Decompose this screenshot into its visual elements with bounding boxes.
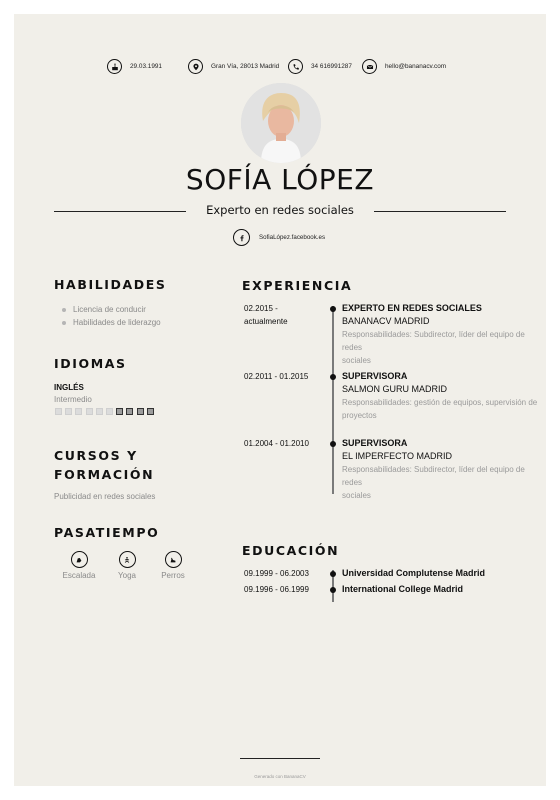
hobby-label: Escalada xyxy=(62,571,96,580)
phone[interactable] xyxy=(288,59,352,74)
proficiency-square xyxy=(55,408,62,415)
address-text: Gran Vía, 28013 Madrid xyxy=(211,63,280,70)
timeline-dot xyxy=(330,571,336,577)
courses-heading xyxy=(54,446,154,484)
experience-desc-line2: proyectos xyxy=(342,411,377,420)
social-link[interactable] xyxy=(233,229,325,246)
experience-heading: EXPERIENCIA xyxy=(242,278,353,293)
experience-desc-line2: sociales xyxy=(342,491,371,500)
full-name: SOFÍA LÓPEZ xyxy=(185,163,375,196)
experience-company: EL IMPERFECTO MADRID xyxy=(342,451,453,461)
language-name: INGLÉS xyxy=(54,383,84,392)
experience-company: SALMON GURU MADRID xyxy=(342,384,448,394)
proficiency-square xyxy=(96,408,103,415)
role-divider-right xyxy=(374,211,506,212)
experience-desc-line1: Responsabilidades: Subdirector, líder del equipo de redes xyxy=(342,330,525,352)
hobby-item xyxy=(54,551,104,580)
experience-date-line1: 02.2011 - 01.2015 xyxy=(244,372,309,381)
proficiency-square xyxy=(106,408,113,415)
course-item: Publicidad en redes sociales xyxy=(54,492,156,501)
experience-date-line2: actualmente xyxy=(244,317,288,326)
proficiency-square xyxy=(147,408,154,415)
footer-divider xyxy=(240,758,320,759)
experience-body xyxy=(342,437,547,502)
timeline-dot xyxy=(330,587,336,593)
experience-date-line1: 01.2004 - 01.2010 xyxy=(244,439,309,448)
hobbies-heading: PASATIEMPO xyxy=(54,525,160,540)
experience-date xyxy=(244,437,324,450)
facebook-icon xyxy=(233,229,250,246)
location-pin-icon xyxy=(188,59,203,74)
social-link-text: SofiaLópez.facebook.es xyxy=(259,234,326,241)
education-body xyxy=(342,567,547,580)
hobby-label: Yoga xyxy=(118,571,136,580)
yoga-icon xyxy=(119,551,136,568)
experience-title: SUPERVISORA xyxy=(342,371,408,381)
dog-icon xyxy=(165,551,182,568)
experience-date xyxy=(244,370,324,383)
address xyxy=(188,59,279,74)
proficiency-square xyxy=(116,408,123,415)
hobby-item xyxy=(102,551,152,580)
education-date: 09.1996 - 06.1999 xyxy=(244,585,309,594)
experience-company: BANANACV MADRID xyxy=(342,316,430,326)
experience-date-line1: 02.2015 - xyxy=(244,304,278,313)
list-item: Habilidades de liderazgo xyxy=(58,316,161,329)
timeline-dot xyxy=(330,306,336,312)
experience-desc-line1: Responsabilidades: Subdirector, líder del equipo de redes xyxy=(342,465,525,487)
phone-icon xyxy=(288,59,303,74)
phone-text: 34 616991287 xyxy=(311,63,352,70)
proficiency-square xyxy=(86,408,93,415)
education-heading: EDUCACIÓN xyxy=(242,543,340,558)
experience-title: EXPERTO EN REDES SOCIALES xyxy=(342,303,482,313)
language-proficiency-meter xyxy=(55,408,157,415)
experience-title: SUPERVISORA xyxy=(342,438,408,448)
experience-timeline-line xyxy=(332,306,334,494)
timeline-dot xyxy=(330,374,336,380)
education-date: 09.1999 - 06.2003 xyxy=(244,569,309,578)
proficiency-square xyxy=(75,408,82,415)
experience-desc-line1: Responsabilidades: gestión de equipos, supervisión de xyxy=(342,398,538,407)
footer-credit: Generado con BananaCV xyxy=(254,774,306,779)
hobby-label: Perros xyxy=(161,571,185,580)
email-icon xyxy=(362,59,377,74)
proficiency-square xyxy=(137,408,144,415)
hobby-item xyxy=(148,551,198,580)
languages-heading: IDIOMAS xyxy=(54,356,127,371)
skills-list xyxy=(58,303,161,329)
climbing-icon xyxy=(71,551,88,568)
profile-photo xyxy=(241,83,321,163)
birthdate xyxy=(107,59,162,74)
birthdate-text: 29.03.1991 xyxy=(130,63,162,70)
list-item: Licencia de conducir xyxy=(58,303,161,316)
timeline-dot xyxy=(330,441,336,447)
email-text: hello@bananacv.com xyxy=(385,63,447,70)
cake-icon xyxy=(107,59,122,74)
resume-page xyxy=(14,14,546,786)
courses-heading-line1: CURSOS Y xyxy=(54,448,138,463)
job-role: Experto en redes sociales xyxy=(206,203,354,217)
contact-row xyxy=(14,59,546,81)
experience-body xyxy=(342,370,547,422)
email[interactable] xyxy=(362,59,446,74)
education-body xyxy=(342,583,547,596)
experience-desc-line2: sociales xyxy=(342,356,371,365)
skills-heading: HABILIDADES xyxy=(54,277,167,292)
courses-heading-line2: FORMACIÓN xyxy=(54,467,155,482)
language-level: Intermedio xyxy=(54,395,92,404)
education-title: Universidad Complutense Madrid xyxy=(342,568,486,578)
proficiency-square xyxy=(65,408,72,415)
experience-body xyxy=(342,302,547,367)
proficiency-square xyxy=(126,408,133,415)
experience-date xyxy=(244,302,324,328)
education-title: International College Madrid xyxy=(342,584,464,594)
